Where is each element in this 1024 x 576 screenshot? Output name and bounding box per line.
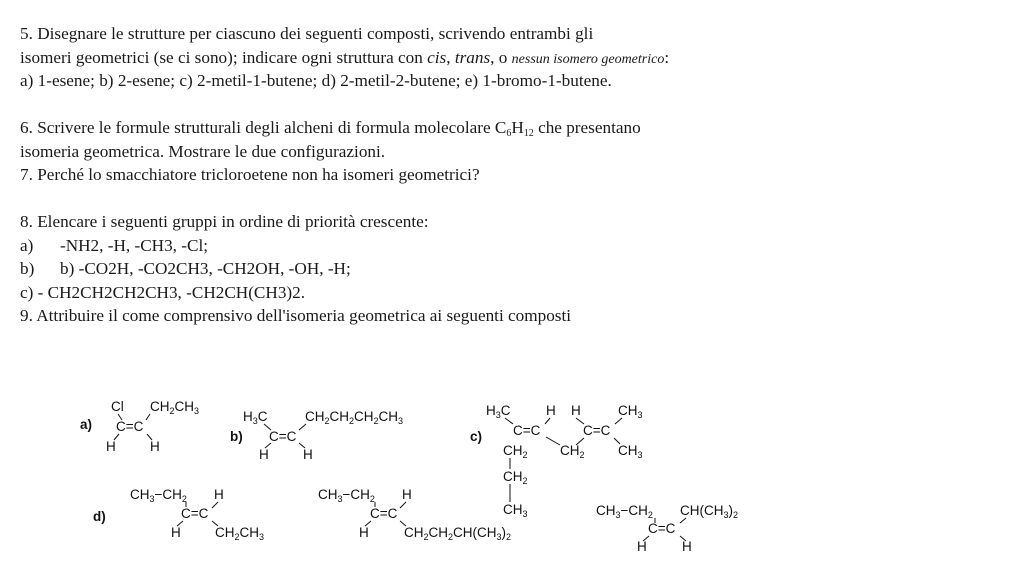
d2-h-top: H (402, 487, 412, 502)
q5-text-1: . Disegnare le strutture per ciascuno dei seguenti composti, scrivendo entrambi gli (28, 24, 594, 43)
a-ch2ch3: $CH_2CH_3$ (150, 399, 200, 416)
nessun-isomero-label: nessun isomero geometrico (511, 51, 665, 67)
q6-number: 6 (20, 118, 29, 137)
exercise-document (20, 22, 1010, 328)
bond (576, 438, 584, 445)
bond (264, 424, 271, 430)
b-chain: $CH_2CH_2CH_2CH_3$ (305, 409, 404, 426)
d3-chch32: $CH(CH_3)_2$ (680, 503, 739, 520)
c-ch2-mid: $CH_2$ (560, 443, 585, 460)
structure-a (80, 399, 199, 454)
label-b: b) (230, 429, 243, 444)
d3-ch3ch2: $CH_3-CH_2$ (596, 503, 653, 520)
d1-h-top: H (214, 487, 224, 502)
q6-text-1: . Scrivere le formule strutturali degli alcheni di formula molecolare C (28, 118, 507, 137)
c-h1: H (546, 403, 556, 418)
q5-line-1 (20, 22, 1010, 46)
comma: , (446, 47, 455, 67)
c-ch3-bottom: $CH_3$ (503, 502, 528, 519)
bond (614, 438, 620, 444)
q6-line-2: isomeria geometrica. Mostrare le due configurazioni. (20, 141, 386, 161)
bond (400, 502, 406, 508)
d1-cc: C=C (181, 506, 209, 521)
trans-label: trans (454, 47, 491, 67)
label-c: c) (470, 429, 483, 444)
bond (546, 437, 560, 445)
c-cc-1: C=C (513, 423, 541, 438)
hydrogen-symbol: H (511, 118, 524, 137)
q5-number: 5 (20, 24, 29, 43)
b-h1: H (259, 447, 269, 462)
c-cc-2: C=C (583, 423, 611, 438)
c-h2: H (571, 403, 581, 418)
c-ch3-right: $CH_3$ (618, 443, 643, 460)
c-ch3-top: $CH_3$ (618, 403, 643, 420)
colon: : (664, 47, 670, 67)
d3-cc: C=C (648, 521, 676, 536)
structure-d (93, 487, 738, 554)
q9-line (20, 304, 1010, 328)
bond (680, 518, 686, 523)
structure-c (470, 403, 643, 519)
d1-ch3ch2: $CH_3-CH_2$ (130, 487, 187, 504)
q5-or: , o (490, 47, 512, 67)
q8-line (20, 210, 1010, 234)
d3-h2: H (682, 539, 692, 554)
q9-text: . Attribuire il come comprensivo dell'isomeria geometrica ai seguenti composti (28, 306, 572, 325)
a-h2: H (150, 439, 160, 454)
bond (545, 418, 550, 424)
q8-text: . Elencare i seguenti gruppi in ordine di priorità crescente: (28, 212, 429, 231)
c-ch2-1: $CH_2$ (503, 443, 528, 460)
structures-drawing (0, 385, 1024, 576)
q6-text-1b: che presentano (533, 118, 641, 137)
bond (615, 418, 622, 424)
q8-a-text: -NH2, -H, -CH3, -Cl; (60, 235, 208, 255)
bond (212, 502, 218, 508)
d1-ch2ch3: $CH_2CH_3$ (215, 525, 265, 542)
q8-item-b (20, 257, 1010, 281)
q8-b-text: b) -CO2H, -CO2CH3, -CH2OH, -OH, -H; (60, 259, 351, 278)
structure-b (230, 409, 403, 462)
b-cc: C=C (269, 429, 297, 444)
d3-h1: H (637, 539, 647, 554)
bond (400, 521, 406, 526)
q8-item-a (20, 234, 1010, 258)
a-h1: H (106, 439, 116, 454)
q5-line-2 (20, 46, 1010, 70)
d2-ch3ch2: $CH_3-CH_2$ (318, 487, 375, 504)
b-h3c: $H_3C$ (243, 409, 268, 426)
q5-line-3: a) 1-esene; b) 2-esene; c) 2-metil-1-butene; d) 2-metil-2-butene; e) 1-bromo-1-butene. (20, 71, 612, 90)
q5-text-2: isomeri geometrici (se ci sono); indicare ogni struttura con (20, 47, 428, 67)
label-a: a) (80, 417, 93, 432)
q7-number: 7 (20, 165, 29, 184)
q7-text: . Perché lo smacchiatore tricloroetene non ha isomeri geometrici? (28, 165, 480, 184)
c-ch2-2: $CH_2$ (503, 469, 528, 486)
d2-chain: $CH_2CH_2CH(CH_3)_2$ (404, 525, 512, 542)
bond (299, 443, 305, 448)
a-cl: Cl (111, 399, 124, 414)
q8-number: 8 (20, 212, 29, 231)
label-d: d) (93, 509, 106, 524)
d1-h-bottom: H (171, 525, 181, 540)
d2-cc: C=C (370, 506, 398, 521)
structures-area (0, 385, 1024, 576)
q8-item-c: c) - CH2CH2CH2CH3, -CH2CH(CH3)2. (20, 282, 306, 302)
q6-line-1 (20, 116, 1010, 140)
q7-line (20, 163, 1010, 187)
bond (505, 418, 513, 424)
cis-label: cis (427, 47, 447, 67)
b-h2: H (303, 447, 313, 462)
subscript-6: 6 (506, 128, 512, 139)
q8-b-label: b) (20, 259, 35, 278)
a-cc: C=C (116, 419, 144, 434)
q9-number: 9 (20, 306, 29, 325)
q8-a-label: a) (20, 235, 34, 255)
c-h3c: $H_3C$ (486, 403, 511, 420)
bond (114, 434, 119, 440)
bond (576, 418, 584, 424)
bond (146, 414, 150, 420)
subscript-12: 12 (523, 128, 534, 139)
d2-h-bottom: H (359, 525, 369, 540)
bond (299, 424, 306, 430)
